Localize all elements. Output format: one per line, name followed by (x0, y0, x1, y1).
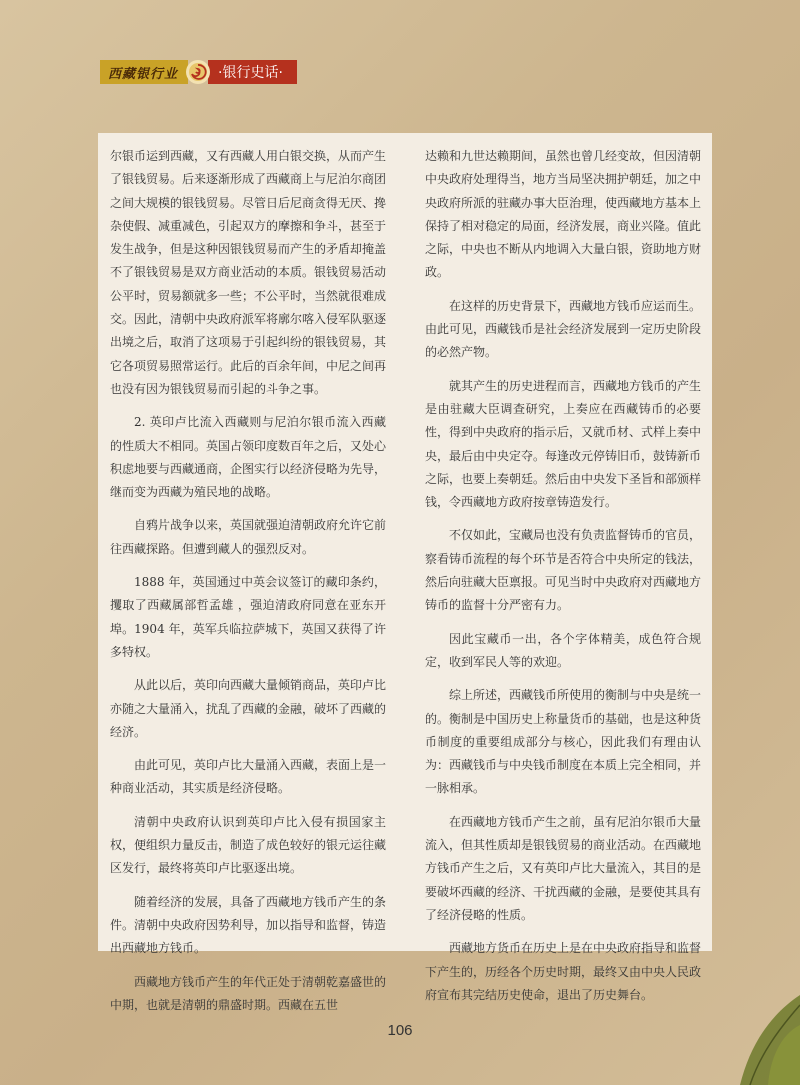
paragraph: 从此以后，英印向西藏大量倾销商品，英印卢比亦随之大量涌入，扰乱了西藏的金融，破坏了西藏的经济。 (110, 678, 387, 739)
paragraph: 清朝中央政府认识到英印卢比入侵有损国家主权，便组织力量反击，制造了成色较好的银元运往藏区发行，最终将英印卢比驱逐出境。 (110, 814, 387, 876)
paragraph: 因此宝藏币一出，各个字体精美，成色符合规定，收到军民人等的欢迎。 (425, 631, 701, 669)
paragraph: 尔银币运到西藏，又有西藏人用白银交换，从而产生了银钱贸易。后来逐渐形成了西藏商上与尼泊尔商团之间大规模的银钱贸易。尽管日后尼商贪得无厌、搀杂使假、减重减色，引起双方的摩擦和争斗，甚至于发生战争，但是这种因银钱贸易而产生的矛盾却掩盖不了银钱贸易是双方商业活动的本质。银钱贸易活动公平时，贸易额就多一些；不公平时，当然就很难成交。因此，清朝中央政府派军将廓尔喀入侵军队驱逐出境之后，取消了这项易于引起纠纷的银钱贸易，其它各项贸易照常运行。此后的百余年间，中尼之间再也没有因为银钱贸易而引起的斗争之事。 (110, 149, 387, 396)
paragraph: 综上所述，西藏钱币所使用的衡制与中央是统一的。衡制是中国历史上称量货币的基础，也是这种货币制度的重要组成部分与核心，因此我们有理由认为：西藏钱币与中央钱币制度在本质上完全相同，并一脉相承。 (425, 688, 702, 796)
paragraph: 自鸦片战争以来，英国就强迫清朝政府允许它前往西藏探路。但遭到藏人的强烈反对。 (110, 518, 387, 556)
paragraph: 达赖和九世达赖期间，虽然也曾几经变故，但因清朝中央政府处理得当，地方当局坚决拥护朝廷，加之中央政府所派的驻藏办事大臣治理，使西藏地方基本上保持了相对稳定的局面，经济发展，商业兴隆。值此之际，中央也不断从内地调入大量白银，资助地方财政。 (425, 149, 702, 280)
right-column (425, 145, 701, 1017)
paragraph: 在西藏地方钱币产生之前，虽有尼泊尔银币大量流入，但其性质却是银钱贸易的商业活动。在西藏地方钱币产生之后，又有英印卢比大量流入，其目的是要破坏西藏的经济、干扰西藏的金融，是要使其具有了经济侵略的性质。 (425, 814, 702, 922)
paragraph: 随着经济的发展，具备了西藏地方钱币产生的条件。清朝中央政府因势利导，加以指导和监督，铸造出西藏地方钱币。 (110, 894, 387, 956)
paragraph: 西藏地方钱币产生的年代正处于清朝乾嘉盛世的中期，也就是清朝的鼎盛时期。西藏在五世 (110, 974, 387, 1012)
paragraph: 1888 年，英国通过中英会议签订的藏印条约，攫取了西藏属部哲孟雄 ，强迫清政府同意在亚东开埠。1904 年，英军兵临拉萨城下，英国又获得了许多特权。 (110, 575, 386, 659)
header (100, 60, 297, 84)
paragraph: 不仅如此，宝藏局也没有负责监督铸币的官员，察看铸币流程的每个环节是否符合中央所定的钱法，然后向驻藏大臣禀报。可见当时中央政府对西藏地方铸币的监督十分严密有力。 (425, 528, 702, 613)
paragraph: 由此可见，英印卢比大量涌入西藏，表面上是一种商业活动，其实质是经济侵略。 (110, 758, 387, 796)
brand-logo: 西藏银行业 (100, 60, 188, 84)
section-title: ·银行史话· (208, 60, 297, 84)
left-column (110, 145, 386, 1027)
paragraph: 2. 英印卢比流入西藏则与尼泊尔银币流入西藏的性质大不相同。英国占领印度数百年之后，又处心积虑地要与西藏通商，企图实行以经济侵略为先导，继而变为西藏为殖民地的战略。 (110, 415, 387, 500)
page-number: 106 (387, 1022, 413, 1039)
leaf-decoration-icon (690, 975, 800, 1085)
paragraph: 在这样的历史背景下，西藏地方钱币应运而生。由此可见，西藏钱币是社会经济发展到一定历史阶段的必然产物。 (425, 298, 702, 360)
paragraph: 就其产生的历史进程而言，西藏地方钱币的产生是由驻藏大臣调查研究，上奏应在西藏铸币的必要性，得到中央政府的指示后，又就币材、式样上奏中央，最后由中央定夺。每逢改元停铸旧币，鼓铸新币之际，也要上奏朝廷。然后由中央发下圣旨和部颁样钱，令西藏地方政府按章铸造发行。 (425, 378, 702, 510)
paragraph: 西藏地方货币在历史上是在中央政府指导和监督下产生的，历经各个历史时期，最终又由中央人民政府宣布其完结历史使命，退出了历史舞台。 (425, 941, 702, 1002)
swirl-emblem-icon (186, 60, 210, 84)
article-panel (98, 133, 712, 1012)
